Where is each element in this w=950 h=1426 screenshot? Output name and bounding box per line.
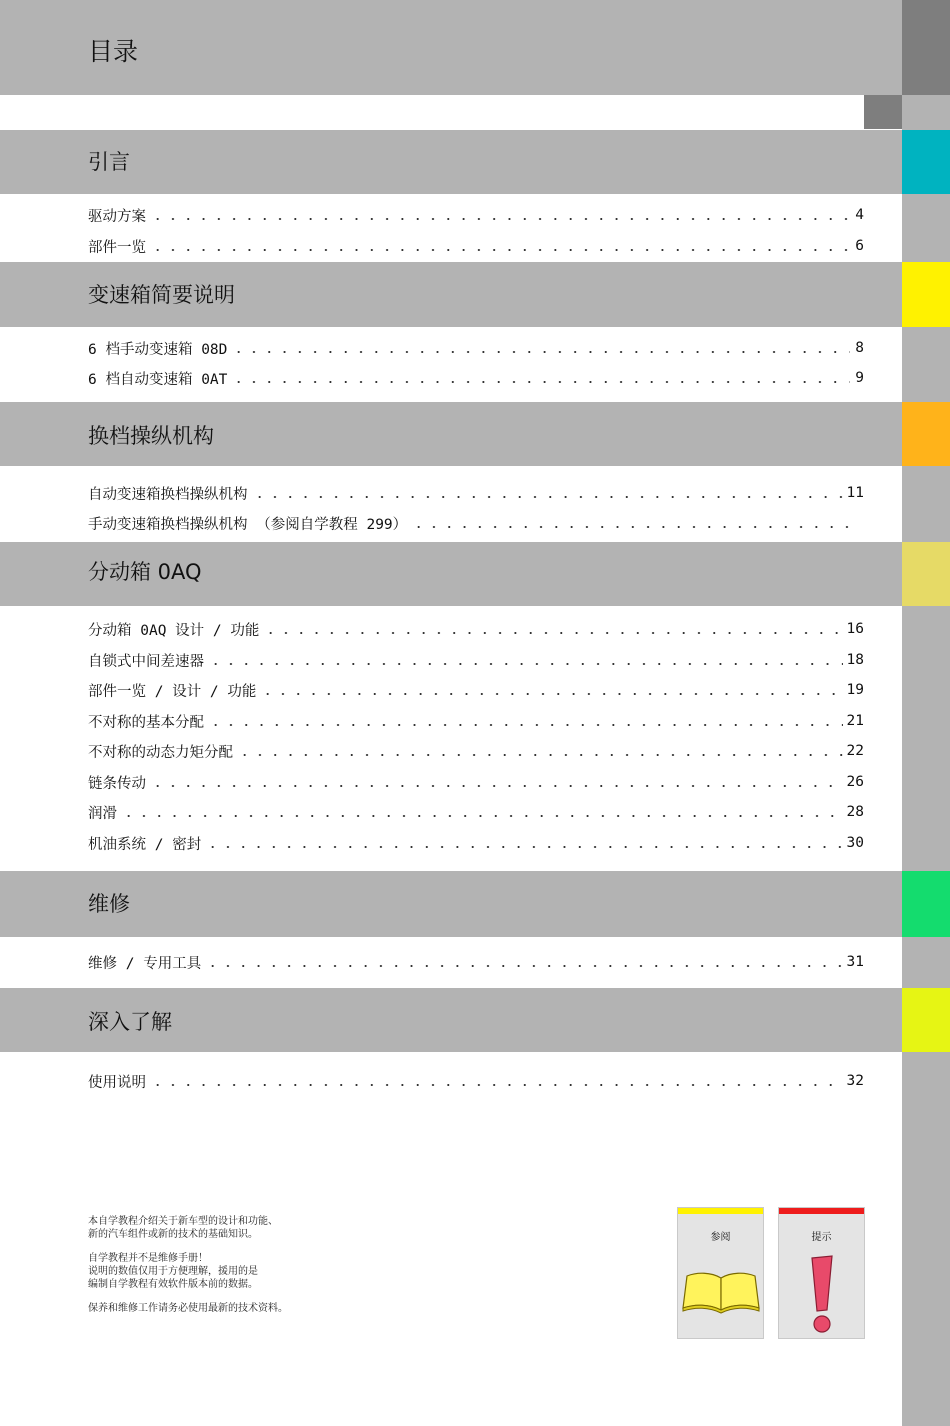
leader-dots [208,663,843,665]
leader-dots [205,965,842,967]
leader-dots [150,785,843,787]
toc-entry-label: 润滑 [88,805,117,822]
toc-entry-label: 自锁式中间差速器 [88,653,204,670]
toc-entry[interactable] [88,235,864,257]
section-band-shift [0,402,902,466]
leader-dots [263,632,842,634]
toc-entry-page: 16 [846,621,864,637]
toc-entry-label: 链条传动 [88,775,146,792]
toc-entry[interactable] [88,951,864,973]
leader-dots [208,724,843,726]
toc-entry-label: 不对称的基本分配 [88,714,204,731]
toc-entry-label: 部件一览 / 设计 / 功能 [88,683,257,700]
rail-segment-service [902,871,950,937]
footer-note: 保养和维修工作请务必使用最新的技术资料。 [88,1303,288,1314]
leader-dots [237,754,843,756]
toc-entry-label: 不对称的动态力矩分配 [88,744,233,761]
section-title: 引言 [88,150,130,174]
section-title: 变速箱简要说明 [88,283,235,307]
toc-entry[interactable] [88,337,864,359]
reference-card [677,1207,764,1339]
card-label: 提示 [811,1232,832,1243]
rail-segment-intro [902,130,950,194]
rail-segment-more [902,988,950,1052]
page-header [0,0,902,95]
toc-entry-label: 机油系统 / 密封 [88,836,202,853]
toc-entry-label: 自动变速箱换档操纵机构 [88,486,248,503]
toc-entry-label: 手动变速箱换档操纵机构 （参阅自学教程 299） [88,516,408,533]
section-band-more [0,988,902,1052]
toc-entry-page: 11 [846,485,864,501]
tip-card [778,1207,865,1339]
toc-entry-page: 4 [855,207,864,223]
leader-dots [150,218,850,220]
toc-entry-label: 驱动方案 [88,208,146,225]
toc-entry-page: 8 [855,340,864,356]
toc-entry-page: 9 [855,370,864,386]
toc-entry[interactable] [88,679,864,701]
toc-entry-page: 28 [846,804,864,820]
toc-entry-label: 6 档手动变速箱 08D [88,341,228,358]
leader-dots [411,526,850,528]
leader-dots [150,249,850,251]
toc-entry-label: 6 档自动变速箱 0AT [88,371,228,388]
footer-note: 本自学教程介绍关于新车型的设计和功能、 新的汽车组件或新的技术的基础知识。 [88,1216,278,1240]
toc-entry[interactable] [88,482,864,504]
toc-entry-page: 19 [846,682,864,698]
toc-entry[interactable] [88,832,864,854]
toc-entry-label: 部件一览 [88,239,146,256]
leader-dots [231,381,850,383]
section-band-service [0,871,902,937]
toc-entry[interactable] [88,649,864,671]
section-title: 维修 [88,892,130,916]
toc-entry-label: 分动箱 0AQ 设计 / 功能 [88,622,260,639]
toc-entry[interactable] [88,710,864,732]
rail-segment-shift [902,402,950,466]
header-accent-block [864,95,902,129]
section-title: 换档操纵机构 [88,424,214,448]
footer-note: 自学教程并不是维修手册！ 说明的数值仅用于方便理解，援用的是 编制自学教程有效软件版本前的数据。 [88,1253,258,1290]
leader-dots [121,815,843,817]
toc-entry[interactable] [88,618,864,640]
footer-notes [88,1215,508,1326]
toc-entry-page: 18 [846,652,864,668]
toc-entry-page: 21 [846,713,864,729]
toc-entry-page: 6 [855,238,864,254]
toc-entry[interactable] [88,1070,864,1092]
toc-entry-label: 使用说明 [88,1074,146,1091]
toc-entry-page: 22 [846,743,864,759]
section-title: 分动箱 0AQ [88,560,202,584]
toc-entry-page: 31 [846,954,864,970]
leader-dots [205,846,842,848]
section-title: 深入了解 [88,1010,172,1034]
page-title: 目录 [88,37,139,66]
card-accent-bar [779,1208,864,1214]
toc-entry[interactable] [88,512,864,534]
exclamation-icon [779,1254,864,1338]
leader-dots [150,1084,843,1086]
toc-entry-page: 26 [846,774,864,790]
rail-segment-transfer [902,542,950,606]
toc-entry-page: 30 [846,835,864,851]
open-book-icon [678,1264,763,1318]
leader-dots [231,351,850,353]
card-accent-bar [678,1208,763,1214]
toc-entry[interactable] [88,367,864,389]
leader-dots [260,693,842,695]
toc-entry-label: 维修 / 专用工具 [88,955,202,972]
toc-entry-page: 32 [846,1073,864,1089]
leader-dots [252,496,843,498]
chapter-color-rail [902,0,950,1426]
toc-entry[interactable] [88,771,864,793]
toc-entry[interactable] [88,801,864,823]
card-label: 参阅 [710,1232,731,1243]
rail-segment-header [902,0,950,95]
section-band-intro [0,130,902,194]
section-band-transfer-case [0,542,902,606]
toc-entry[interactable] [88,740,864,762]
rail-segment-gearbox [902,262,950,327]
section-band-gearbox [0,262,902,327]
toc-entry[interactable] [88,204,864,226]
